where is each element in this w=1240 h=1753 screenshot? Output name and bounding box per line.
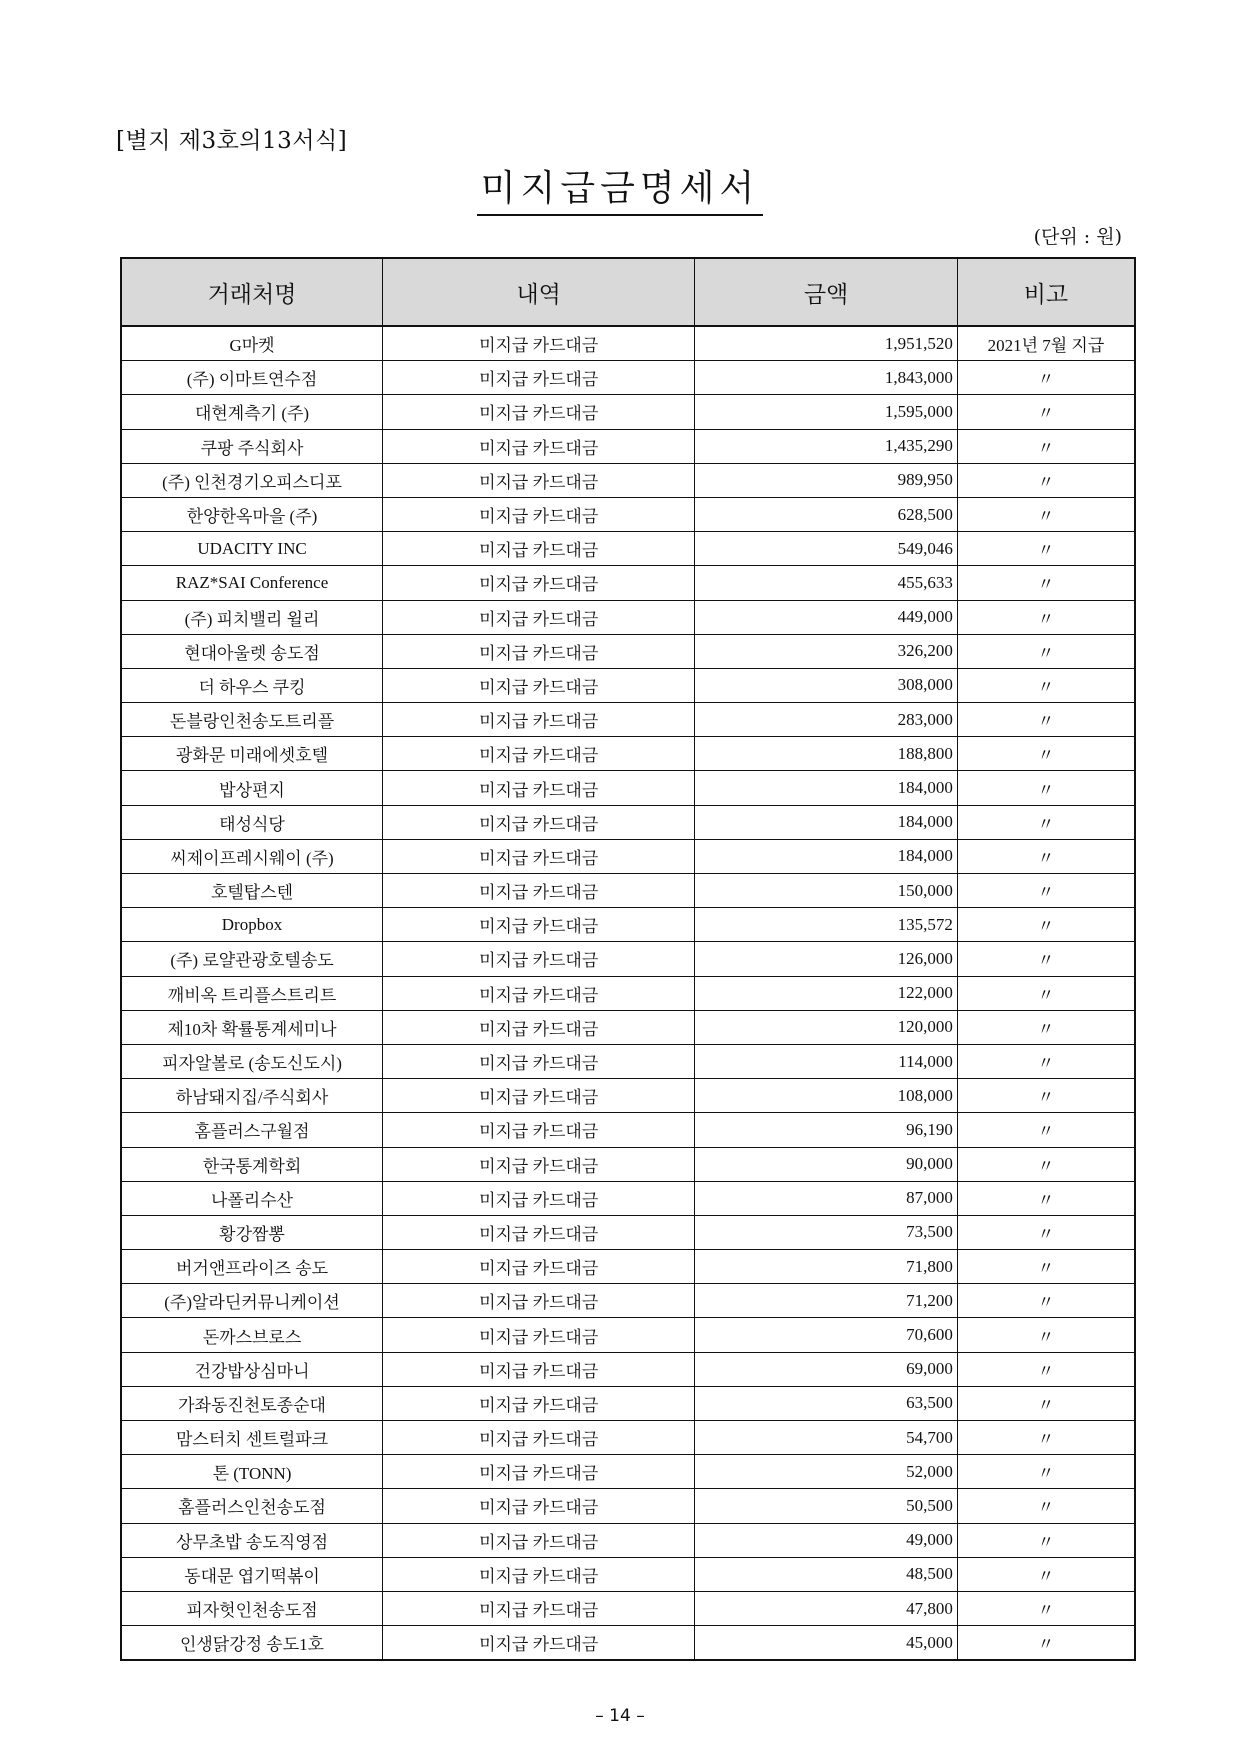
amount-cell: 73,500 [695,1215,958,1249]
table-row [121,326,1135,361]
description-cell: 미지급 카드대금 [383,771,695,805]
amount-cell: 1,843,000 [695,361,958,395]
remarks-cell: 〃 [957,1455,1135,1489]
amount-cell: 628,500 [695,497,958,531]
table-row [121,463,1135,497]
amount-cell: 69,000 [695,1352,958,1386]
table-header-row [121,258,1135,326]
remarks-cell: 〃 [957,1215,1135,1249]
description-cell: 미지급 카드대금 [383,497,695,531]
description-cell: 미지급 카드대금 [383,976,695,1010]
amount-cell: 108,000 [695,1079,958,1113]
amount-cell: 70,600 [695,1318,958,1352]
description-cell: 미지급 카드대금 [383,1181,695,1215]
description-cell: 미지급 카드대금 [383,908,695,942]
table-row [121,942,1135,976]
description-cell: 미지급 카드대금 [383,1455,695,1489]
amount-cell: 1,595,000 [695,395,958,429]
table-row [121,1626,1135,1661]
remarks-cell: 〃 [957,839,1135,873]
vendor-cell: 피자알볼로 (송도신도시) [121,1044,383,1078]
vendor-cell: 톤 (TONN) [121,1455,383,1489]
amount-cell: 49,000 [695,1523,958,1557]
remarks-cell: 〃 [957,703,1135,737]
description-cell: 미지급 카드대금 [383,1352,695,1386]
remarks-cell: 〃 [957,463,1135,497]
vendor-cell: 대현계측기 (주) [121,395,383,429]
amount-cell: 71,800 [695,1250,958,1284]
remarks-cell: 〃 [957,1113,1135,1147]
remarks-cell: 〃 [957,1523,1135,1557]
vendor-cell: (주)알라딘커뮤니케이션 [121,1284,383,1318]
table-row [121,1386,1135,1420]
description-cell: 미지급 카드대금 [383,1079,695,1113]
vendor-cell: 광화문 미래에셋호텔 [121,737,383,771]
amount-cell: 135,572 [695,908,958,942]
table-row [121,1079,1135,1113]
amount-cell: 308,000 [695,668,958,702]
table-row [121,1147,1135,1181]
remarks-cell: 〃 [957,771,1135,805]
vendor-cell: 인생닭강정 송도1호 [121,1626,383,1661]
amount-cell: 1,951,520 [695,326,958,361]
vendor-cell: 깨비옥 트리플스트리트 [121,976,383,1010]
vendor-cell: 하남돼지집/주식회사 [121,1079,383,1113]
description-cell: 미지급 카드대금 [383,1044,695,1078]
table-row [121,1489,1135,1523]
remarks-cell: 〃 [957,1386,1135,1420]
remarks-cell: 〃 [957,1421,1135,1455]
remarks-cell: 〃 [957,1352,1135,1386]
amount-cell: 54,700 [695,1421,958,1455]
description-cell: 미지급 카드대금 [383,600,695,634]
description-cell: 미지급 카드대금 [383,1010,695,1044]
table-row [121,1421,1135,1455]
vendor-cell: 동대문 엽기떡볶이 [121,1557,383,1591]
remarks-cell: 〃 [957,737,1135,771]
remarks-cell: 〃 [957,1010,1135,1044]
description-cell: 미지급 카드대금 [383,1626,695,1661]
vendor-cell: G마켓 [121,326,383,361]
remarks-cell: 〃 [957,942,1135,976]
amount-cell: 45,000 [695,1626,958,1661]
description-cell: 미지급 카드대금 [383,1591,695,1625]
description-cell: 미지급 카드대금 [383,1421,695,1455]
amount-cell: 184,000 [695,805,958,839]
table-row [121,1250,1135,1284]
remarks-cell: 〃 [957,1044,1135,1078]
vendor-cell: 한국통계학회 [121,1147,383,1181]
amount-cell: 63,500 [695,1386,958,1420]
table-row [121,634,1135,668]
table-row [121,566,1135,600]
amount-cell: 96,190 [695,1113,958,1147]
unit-label: (단위 : 원) [1033,226,1122,248]
amount-cell: 184,000 [695,771,958,805]
table-row [121,1523,1135,1557]
description-cell: 미지급 카드대금 [383,1215,695,1249]
table-row [121,874,1135,908]
amount-cell: 120,000 [695,1010,958,1044]
form-number-label: [별지 제3호의13서식] [116,128,348,154]
description-cell: 미지급 카드대금 [383,326,695,361]
amount-cell: 47,800 [695,1591,958,1625]
amount-cell: 114,000 [695,1044,958,1078]
remarks-cell: 〃 [957,668,1135,702]
description-cell: 미지급 카드대금 [383,361,695,395]
description-cell: 미지급 카드대금 [383,703,695,737]
table-row [121,1284,1135,1318]
description-cell: 미지급 카드대금 [383,874,695,908]
remarks-cell: 〃 [957,1557,1135,1591]
description-cell: 미지급 카드대금 [383,942,695,976]
table-row [121,497,1135,531]
vendor-cell: 건강밥상심마니 [121,1352,383,1386]
amount-cell: 989,950 [695,463,958,497]
amount-cell: 283,000 [695,703,958,737]
amount-cell: 150,000 [695,874,958,908]
table-row [121,361,1135,395]
table-row [121,668,1135,702]
vendor-cell: 홈플러스인천송도점 [121,1489,383,1523]
description-cell: 미지급 카드대금 [383,668,695,702]
vendor-cell: 나폴리수산 [121,1181,383,1215]
vendor-cell: 피자헛인천송도점 [121,1591,383,1625]
vendor-cell: (주) 인천경기오피스디포 [121,463,383,497]
page-number: – 14 – [595,1706,645,1726]
description-cell: 미지급 카드대금 [383,429,695,463]
description-cell: 미지급 카드대금 [383,395,695,429]
table-row [121,1591,1135,1625]
header-vendor: 거래처명 [121,258,383,326]
table-row [121,1455,1135,1489]
remarks-cell: 〃 [957,1181,1135,1215]
vendor-cell: 황강짬뽕 [121,1215,383,1249]
description-cell: 미지급 카드대금 [383,1386,695,1420]
description-cell: 미지급 카드대금 [383,737,695,771]
table-row [121,703,1135,737]
remarks-cell: 〃 [957,908,1135,942]
amount-cell: 71,200 [695,1284,958,1318]
remarks-cell: 〃 [957,1591,1135,1625]
remarks-cell: 〃 [957,1250,1135,1284]
amount-cell: 50,500 [695,1489,958,1523]
amount-cell: 87,000 [695,1181,958,1215]
remarks-cell: 〃 [957,874,1135,908]
amount-cell: 188,800 [695,737,958,771]
description-cell: 미지급 카드대금 [383,1250,695,1284]
vendor-cell: (주) 이마트연수점 [121,361,383,395]
table-row [121,1010,1135,1044]
vendor-cell: 버거앤프라이즈 송도 [121,1250,383,1284]
remarks-cell: 〃 [957,1489,1135,1523]
document-title-wrap [0,168,1240,216]
table-row [121,771,1135,805]
payables-table [120,257,1136,1661]
amount-cell: 126,000 [695,942,958,976]
vendor-cell: 상무초밥 송도직영점 [121,1523,383,1557]
amount-cell: 90,000 [695,1147,958,1181]
table-row [121,395,1135,429]
table-row [121,1352,1135,1386]
amount-cell: 326,200 [695,634,958,668]
remarks-cell: 〃 [957,805,1135,839]
vendor-cell: 현대아울렛 송도점 [121,634,383,668]
vendor-cell: 더 하우스 쿠킹 [121,668,383,702]
vendor-cell: 호텔탑스텐 [121,874,383,908]
description-cell: 미지급 카드대금 [383,463,695,497]
description-cell: 미지급 카드대금 [383,634,695,668]
remarks-cell: 〃 [957,1318,1135,1352]
document-title: 미지급금명세서 [477,168,763,216]
remarks-cell: 〃 [957,1079,1135,1113]
remarks-cell: 〃 [957,497,1135,531]
vendor-cell: (주) 로얄관광호텔송도 [121,942,383,976]
description-cell: 미지급 카드대금 [383,1318,695,1352]
description-cell: 미지급 카드대금 [383,1147,695,1181]
table-row [121,805,1135,839]
remarks-cell: 〃 [957,600,1135,634]
description-cell: 미지급 카드대금 [383,839,695,873]
description-cell: 미지급 카드대금 [383,1489,695,1523]
vendor-cell: 돈까스브로스 [121,1318,383,1352]
remarks-cell: 〃 [957,976,1135,1010]
remarks-cell: 〃 [957,532,1135,566]
vendor-cell: 쿠팡 주식회사 [121,429,383,463]
remarks-cell: 〃 [957,429,1135,463]
amount-cell: 184,000 [695,839,958,873]
remarks-cell: 〃 [957,1626,1135,1661]
amount-cell: 455,633 [695,566,958,600]
table-row [121,532,1135,566]
remarks-cell: 2021년 7월 지급 [957,326,1135,361]
table-row [121,976,1135,1010]
amount-cell: 1,435,290 [695,429,958,463]
table-row [121,1215,1135,1249]
remarks-cell: 〃 [957,634,1135,668]
table-row [121,1318,1135,1352]
table-row [121,1113,1135,1147]
amount-cell: 549,046 [695,532,958,566]
vendor-cell: 홈플러스구월점 [121,1113,383,1147]
header-description: 내역 [383,258,695,326]
table-row [121,429,1135,463]
vendor-cell: 제10차 확률통계세미나 [121,1010,383,1044]
table-row [121,737,1135,771]
vendor-cell: RAZ*SAI Conference [121,566,383,600]
description-cell: 미지급 카드대금 [383,532,695,566]
description-cell: 미지급 카드대금 [383,805,695,839]
description-cell: 미지급 카드대금 [383,1557,695,1591]
remarks-cell: 〃 [957,1147,1135,1181]
amount-cell: 48,500 [695,1557,958,1591]
table-body [121,326,1135,1660]
vendor-cell: Dropbox [121,908,383,942]
vendor-cell: 가좌동진천토종순대 [121,1386,383,1420]
table-row [121,1181,1135,1215]
remarks-cell: 〃 [957,1284,1135,1318]
table-row [121,600,1135,634]
vendor-cell: 씨제이프레시웨이 (주) [121,839,383,873]
table-row [121,908,1135,942]
description-cell: 미지급 카드대금 [383,566,695,600]
vendor-cell: 돈블랑인천송도트리플 [121,703,383,737]
remarks-cell: 〃 [957,395,1135,429]
amount-cell: 122,000 [695,976,958,1010]
header-remarks: 비고 [957,258,1135,326]
description-cell: 미지급 카드대금 [383,1113,695,1147]
amount-cell: 52,000 [695,1455,958,1489]
description-cell: 미지급 카드대금 [383,1284,695,1318]
description-cell: 미지급 카드대금 [383,1523,695,1557]
vendor-cell: 밥상편지 [121,771,383,805]
vendor-cell: 맘스터치 센트럴파크 [121,1421,383,1455]
remarks-cell: 〃 [957,361,1135,395]
vendor-cell: UDACITY INC [121,532,383,566]
remarks-cell: 〃 [957,566,1135,600]
vendor-cell: (주) 피치밸리 윌리 [121,600,383,634]
table-row [121,1557,1135,1591]
amount-cell: 449,000 [695,600,958,634]
vendor-cell: 태성식당 [121,805,383,839]
header-amount: 금액 [695,258,958,326]
table-row [121,839,1135,873]
vendor-cell: 한양한옥마을 (주) [121,497,383,531]
table-row [121,1044,1135,1078]
